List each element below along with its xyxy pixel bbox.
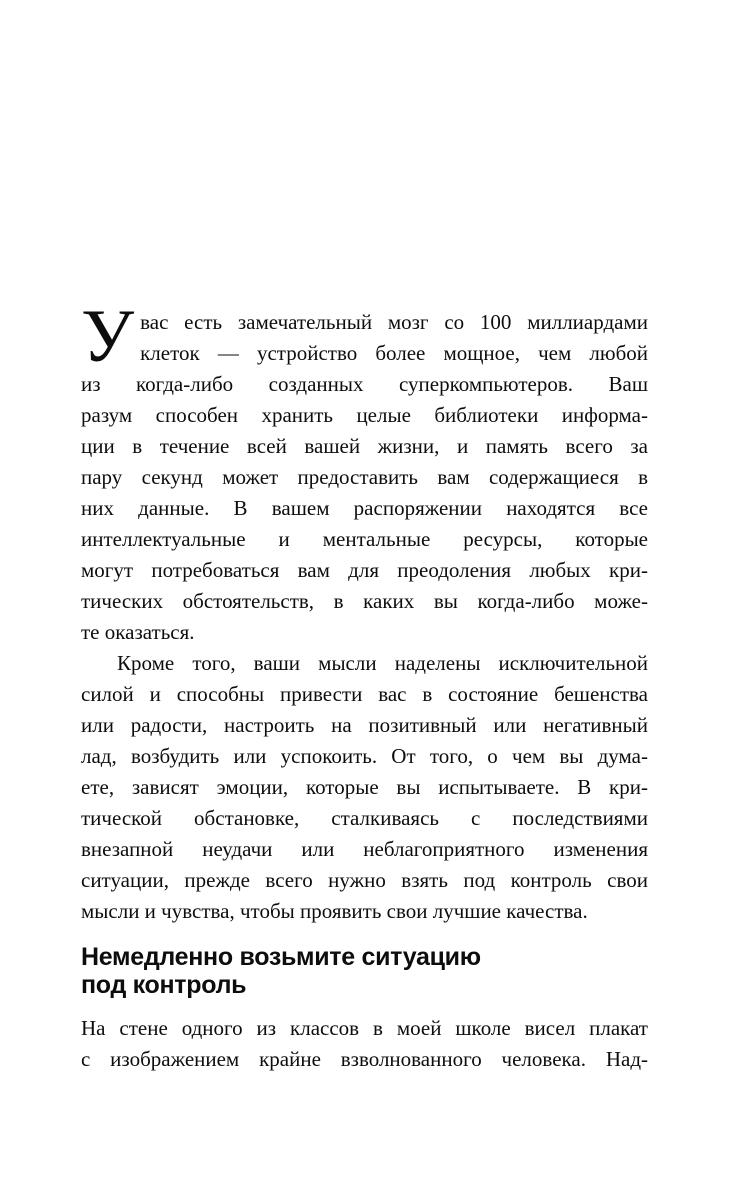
paragraph-intro	[81, 295, 648, 648]
text-line: На стене одного из классов в моей школе висел плакат	[81, 1016, 648, 1040]
text-line: пару секунд может предоставить вам содержащиеся в	[81, 465, 648, 489]
drop-cap-letter: У	[81, 295, 135, 378]
text-line: внезапной неудачи или неблагоприятного изменения	[81, 837, 648, 861]
page-text-block	[81, 295, 648, 1075]
text-line: могут потребоваться вам для преодоления любых кри-	[81, 558, 648, 582]
text-line: лад, возбудить или успокоить. От того, о чем вы дума-	[81, 744, 648, 768]
text-line: ете, зависят эмоции, которые вы испытываете. В кри-	[81, 775, 648, 799]
text-line: силой и способны привести вас в состояние бешенства	[81, 682, 648, 706]
text-line: тических обстоятельств, в каких вы когда-либо може-	[81, 589, 648, 613]
section-heading-line-1: Немедленно возьмите ситуацию	[81, 943, 481, 971]
text-line: те оказаться.	[81, 620, 195, 644]
paragraph-poster	[81, 1013, 648, 1075]
text-line: или радости, настроить на позитивный или негативный	[81, 713, 648, 737]
section-heading	[81, 943, 648, 999]
text-line: ситуации, прежде всего нужно взять под контроль свои	[81, 868, 648, 892]
text-line: из когда-либо созданных суперкомпьютеров. Ваш	[81, 372, 648, 396]
paragraph-poster-lines	[81, 1013, 648, 1075]
text-line: интеллектуальные и ментальные ресурсы, которые	[81, 527, 648, 551]
text-line: ции в течение всей вашей жизни, и память всего за	[81, 434, 648, 458]
text-line: тической обстановке, сталкиваясь с последствиями	[81, 806, 648, 830]
text-line: клеток — устройство более мощное, чем любой	[140, 341, 648, 365]
text-line: мысли и чувства, чтобы проявить свои лучшие качества.	[81, 899, 588, 923]
text-line: разум способен хранить целые библиотеки информа-	[81, 403, 648, 427]
paragraph-thoughts	[81, 648, 648, 927]
paragraph-thoughts-lines	[81, 648, 648, 927]
paragraph-intro-lines	[81, 295, 648, 648]
section-heading-line-2: под контроль	[81, 971, 247, 999]
text-line: Кроме того, ваши мысли наделены исключительной	[117, 651, 648, 675]
text-line: них данные. В вашем распоряжении находятся все	[81, 496, 648, 520]
text-line: с изображением крайне взволнованного человека. Над-	[81, 1047, 648, 1071]
text-line: вас есть замечательный мозг со 100 миллиардами	[140, 310, 648, 334]
